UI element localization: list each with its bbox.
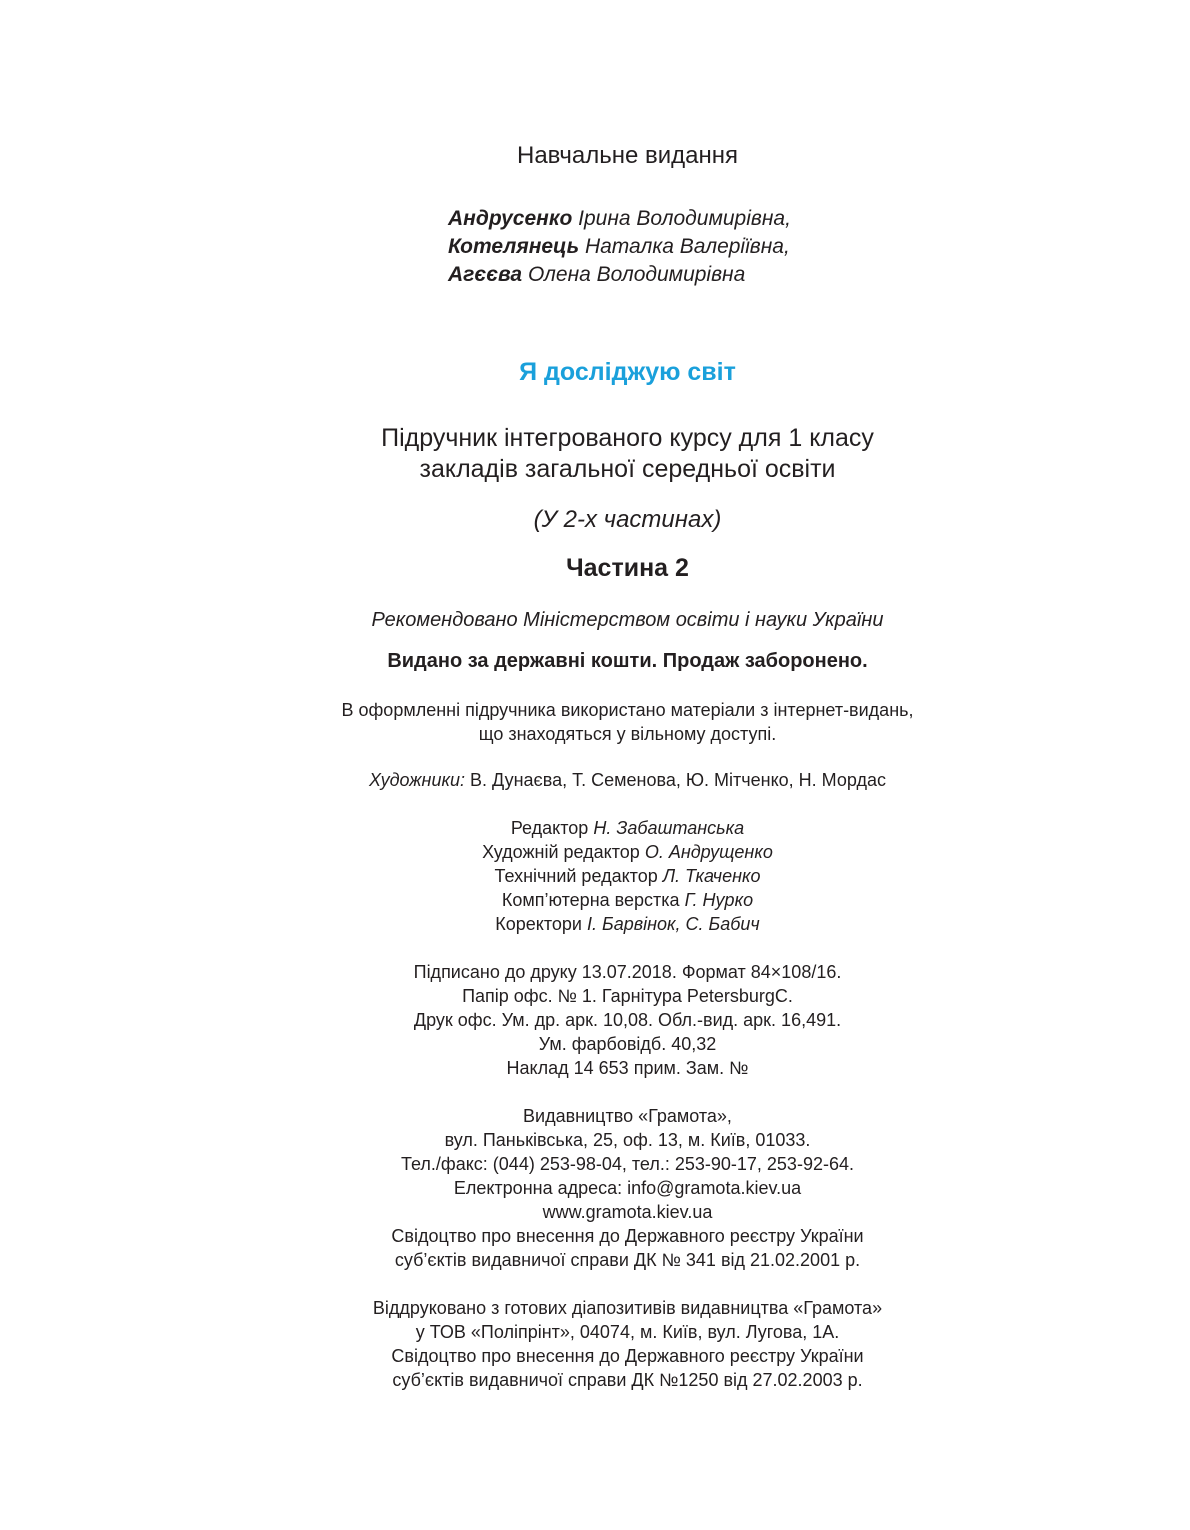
print-info-line: Наклад 14 653 прим. Зам. № — [506, 1058, 749, 1078]
print-info-line: Підписано до друку 13.07.2018. Формат 84×108/16. — [413, 962, 842, 982]
author-surname: Андрусенко — [448, 207, 573, 230]
author-line — [448, 233, 791, 261]
staff-line — [255, 912, 1000, 936]
staff-role: Комп’ютерна верстка — [501, 890, 685, 910]
author-surname: Агєєва — [448, 263, 523, 286]
subtitle-line: Підручник інтегрованого курсу для 1 класу — [381, 424, 874, 452]
print-info-line: Ум. фарбовідб. 40,32 — [538, 1034, 717, 1054]
artists-credit — [255, 768, 1000, 792]
printer-line: у ТОВ «Поліпрінт», 04074, м. Київ, вул. Лугова, 1А. — [415, 1322, 840, 1342]
publisher-line: Тел./факс: (044) 253-98-04, тел.: 253-90-17, 253-92-64. — [401, 1154, 854, 1174]
publisher-line: www.gramota.kiev.ua — [542, 1202, 713, 1222]
state-funded-notice: Видано за державні кошти. Продаж заборонено. — [387, 650, 868, 672]
staff-name: О. Андрущенко — [644, 842, 773, 862]
parts-note: (У 2-х частинах) — [533, 506, 722, 533]
staff-role: Технічний редактор — [494, 866, 663, 886]
staff-role: Коректори — [495, 914, 587, 934]
author-surname: Котелянець — [448, 235, 580, 258]
authors-list — [448, 205, 791, 289]
printer-line: Свідоцтво про внесення до Державного реєстру України — [391, 1346, 864, 1366]
author-line — [448, 205, 791, 233]
staff-name: Л. Ткаченко — [662, 866, 761, 886]
publisher-line: Електронна адреса: info@gramota.kiev.ua — [453, 1178, 802, 1198]
author-given-name: Олена Володимирівна — [527, 263, 746, 286]
staff-name: Г. Нурко — [684, 890, 754, 910]
staff-role: Редактор — [510, 818, 594, 838]
author-line — [448, 261, 791, 289]
publisher-line: суб’єктів видавничої справи ДК № 341 від 21.02.2001 р. — [394, 1250, 861, 1270]
artists-names: В. Дунаєва, Т. Семенова, Ю. Мітченко, Н. Мордас — [465, 770, 886, 790]
materials-note — [255, 698, 1000, 746]
part-number: Частина 2 — [566, 554, 689, 582]
artists-label: Художники: — [369, 770, 465, 790]
book-subtitle — [255, 423, 1000, 485]
staff-line — [255, 888, 1000, 912]
print-info-line: Папір офс. № 1. Гарнітура PetersburgC. — [462, 986, 793, 1006]
ministry-recommendation: Рекомендовано Міністерством освіти і науки України — [371, 609, 884, 631]
print-info-line: Друк офс. Ум. др. арк. 10,08. Обл.-вид. арк. 16,491. — [413, 1010, 842, 1030]
edition-type: Навчальне видання — [517, 142, 738, 169]
staff-line — [255, 864, 1000, 888]
staff-name: Н. Забаштанська — [593, 818, 745, 838]
book-title: Я досліджую світ — [519, 358, 736, 386]
publisher-line: Свідоцтво про внесення до Державного реєстру України — [391, 1226, 864, 1246]
subtitle-line: закладів загальної середньої освіти — [419, 455, 836, 483]
publisher-line: вул. Паньківська, 25, оф. 13, м. Київ, 01033. — [444, 1130, 811, 1150]
publisher-line: Видавництво «Грамота», — [523, 1106, 732, 1126]
editorial-staff — [255, 816, 1000, 936]
author-given-name: Ірина Володимирівна, — [578, 207, 791, 230]
staff-name: І. Барвінок, С. Бабич — [586, 914, 760, 934]
publisher-info — [255, 1104, 1000, 1272]
printer-line: Віддруковано з готових діапозитивів видавництва «Грамота» — [372, 1298, 883, 1318]
printer-line: суб’єктів видавничої справи ДК №1250 від 27.02.2003 р. — [392, 1370, 863, 1390]
materials-line: що знаходяться у вільному доступі. — [478, 724, 777, 744]
print-info — [255, 960, 1000, 1080]
staff-line — [255, 840, 1000, 864]
staff-line — [255, 816, 1000, 840]
materials-line: В оформленні підручника використано матеріали з інтернет-видань, — [341, 700, 914, 720]
artists-line — [255, 768, 1000, 792]
staff-role: Художній редактор — [482, 842, 645, 862]
printer-info — [255, 1296, 1000, 1392]
author-given-name: Наталка Валеріївна, — [584, 235, 790, 258]
